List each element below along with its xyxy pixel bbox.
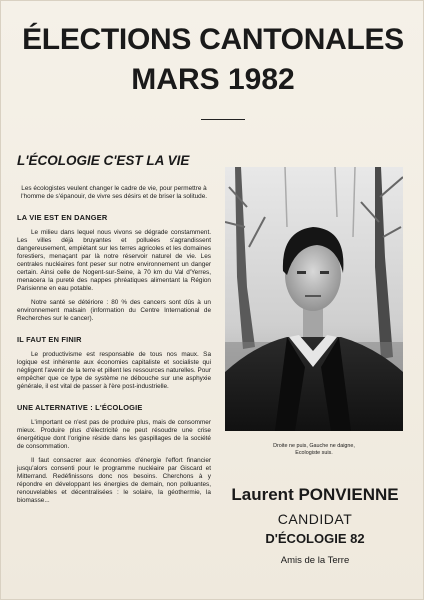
photo-caption bbox=[225, 443, 403, 457]
title-divider bbox=[201, 119, 245, 120]
section-paragraph: Notre santé se détériore : 80 % des cancers sont dûs à un environnement malsain (information du Centre International de Recherches sur le cancer). bbox=[17, 299, 211, 322]
section-paragraph: Il faut consacrer aux économies d'énergie l'effort financier jusqu'alors consenti pour le programme nucléaire par Giscard et Mitterrand. Redéfinissons donc nos besoins. Cherchons à y répondre en développant les énergies de demain, non polluantes, renouvelables et décentralisées : le solaire, la géothermie, la biomasse... bbox=[17, 457, 211, 504]
section-paragraph: Le milieu dans lequel nous vivons se dégrade constamment. Les villes déjà bruyantes et polluées s'agrandissent dangereusement, empiétant sur les terres agricoles et les domaines forestiers, menaçant par là notre réservoir naturel de vie. Les centrales nucléaires font peser sur notre environnement un danger certain. Ainsi celle de Nogent-sur-Seine, à 70 km du Val d'Yerres, menacera la pureté des nappes phréatiques alimentant la Région Parisienne en eau potable. bbox=[17, 229, 211, 292]
candidate-photo bbox=[225, 167, 403, 431]
candidate-organisation: Amis de la Terre bbox=[280, 555, 350, 566]
manifesto-column bbox=[17, 185, 211, 511]
section-heading: UNE ALTERNATIVE : L'ÉCOLOGIE bbox=[17, 403, 143, 412]
section-heading: IL FAUT EN FINIR bbox=[17, 335, 82, 344]
caption-line-1: Droite ne puis, Gauche ne daigne, bbox=[273, 443, 355, 449]
candidate-first-name: Laurent bbox=[231, 485, 294, 504]
candidate-party: D'ÉCOLOGIE 82 bbox=[265, 531, 365, 546]
intro-paragraph: Les écologistes veulent changer le cadre de vie, pour permettre à l'homme de s'épanouir, de vivre ses désirs et de briser la solitude. bbox=[20, 185, 208, 200]
candidate-role: CANDIDAT bbox=[277, 511, 353, 527]
title-line-1: ÉLECTIONS CANTONALES bbox=[22, 23, 404, 56]
section-heading: LA VIE EST EN DANGER bbox=[17, 213, 108, 222]
slogan: L'ÉCOLOGIE C'EST LA VIE bbox=[17, 153, 190, 168]
section-paragraph: Le productivisme est responsable de tous nos maux. Sa logique est inhérente aux économies capitaliste et socialiste qui négligent l'avenir de la terre et pillent les ressources naturelles. Pour empêcher que ce type de système ne débouche sur une asphyxie générale, il est vital de passer à l'ère post-industrielle. bbox=[17, 351, 211, 390]
title-line-2: MARS 1982 bbox=[131, 63, 295, 96]
candidate-name bbox=[215, 485, 415, 505]
caption-line-2: Ecologiste suis. bbox=[295, 450, 333, 456]
candidate-last-name: PONVIENNE bbox=[298, 485, 399, 504]
section-paragraph: L'important ce n'est pas de produire plus, mais de consommer mieux. Produire plus d'électricité ne peut résoudre une crise énergétique dont l'origine réside dans les gaspillages de la société de consommation. bbox=[17, 419, 211, 450]
